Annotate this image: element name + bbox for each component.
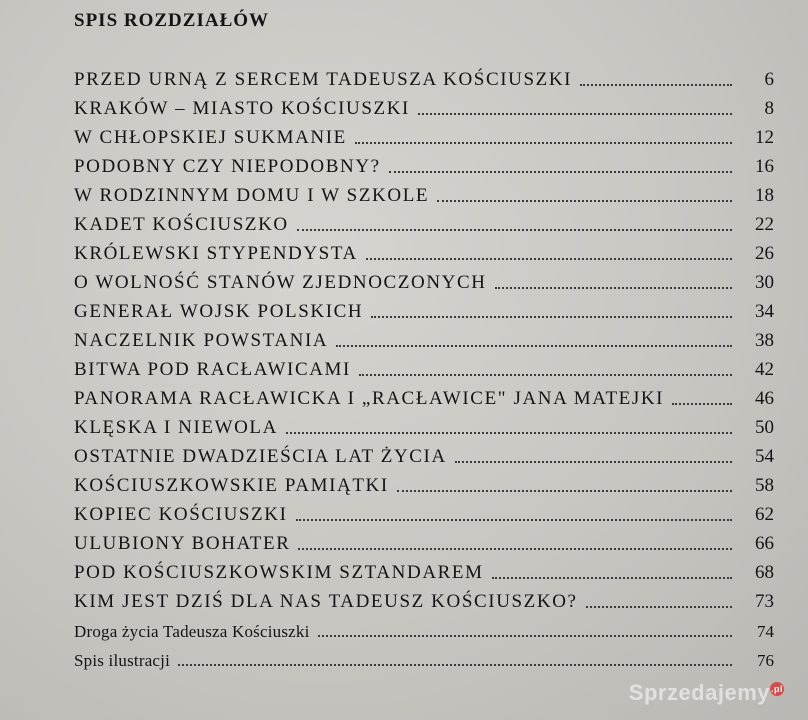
entry-title: KADET KOŚCIUSZKO [74,214,289,235]
entry-title: KIM JEST DZIŚ DLA NAS TADEUSZ KOŚCIUSZKO? [74,591,578,612]
toc-entry [74,468,774,497]
toc-entry [74,236,774,265]
appendix-entry [74,642,774,671]
dot-leader [336,344,732,347]
watermark-text: Sprzedajemy [628,680,770,705]
toc-entry [74,294,774,323]
dot-leader [296,518,732,521]
entry-title: KOŚCIUSZKOWSKIE PAMIĄTKI [74,475,389,496]
dot-leader [495,286,732,289]
entry-page-number: 68 [755,562,774,583]
entry-title: KRÓLEWSKI STYPENDYSTA [74,243,358,264]
toc-list [74,62,774,671]
toc-entry [74,584,774,613]
dot-leader [672,402,732,405]
entry-title: O WOLNOŚĆ STANÓW ZJEDNOCZONYCH [74,272,487,293]
entry-page-number: 74 [757,622,774,641]
watermark-logo [629,680,784,706]
toc-entry [74,120,774,149]
toc-entry [74,352,774,381]
toc-entry [74,410,774,439]
entry-page-number: 62 [755,504,774,525]
entry-title: W CHŁOPSKIEJ SUKMANIE [74,127,347,148]
toc-entry [74,323,774,352]
toc-entry [74,91,774,120]
dot-leader [418,112,732,115]
entry-page-number: 34 [755,301,774,322]
dot-leader [298,547,732,550]
page-title: SPIS ROZDZIAŁÓW [74,10,270,31]
dot-leader [580,83,732,86]
entry-title: NACZELNIK POWSTANIA [74,330,329,351]
toc-entry [74,178,774,207]
entry-page-number: 12 [755,127,774,148]
dot-leader [437,199,732,202]
dot-leader [355,141,732,144]
entry-title: Droga życia Tadeusza Kościuszki [74,622,310,641]
entry-page-number: 76 [757,651,774,670]
toc-entry [74,439,774,468]
entry-page-number: 42 [755,359,774,380]
dot-leader [297,228,732,231]
entry-title: PANORAMA RACŁAWICKA I „RACŁAWICE" JANA MATEJKI [74,388,665,409]
entry-page-number: 58 [755,475,774,496]
entry-page-number: 8 [764,98,774,119]
entry-title: POD KOŚCIUSZKOWSKIM SZTANDAREM [74,562,484,583]
entry-title: KLĘSKA I NIEWOLA [74,417,278,438]
entry-title: BITWA POD RACŁAWICAMI [74,359,351,380]
appendix-entry [74,613,774,642]
toc-entry [74,149,774,178]
toc-entry [74,526,774,555]
toc-entry [74,497,774,526]
dot-leader [366,257,732,260]
entry-page-number: 54 [755,446,774,467]
entry-page-number: 16 [755,156,774,177]
entry-title: Spis ilustracji [74,651,171,670]
dot-leader [178,663,732,666]
toc-entry [74,555,774,584]
watermark-suffix: .pl [771,683,783,694]
entry-page-number: 26 [755,243,774,264]
entry-title: GENERAŁ WOJSK POLSKICH [74,301,364,322]
dot-leader [397,489,732,492]
entry-title: KRAKÓW – MIASTO KOŚCIUSZKI [74,98,410,119]
dot-leader [371,315,732,318]
entry-page-number: 66 [755,533,774,554]
toc-entry [74,381,774,410]
toc-entry [74,207,774,236]
table-of-contents [74,62,774,671]
entry-title: PRZED URNĄ Z SERCEM TADEUSZA KOŚCIUSZKI [74,69,573,90]
dot-leader [359,373,732,376]
entry-page-number: 38 [755,330,774,351]
dot-leader [492,576,732,579]
entry-page-number: 50 [755,417,774,438]
dot-leader [586,605,732,608]
toc-entry [74,62,774,91]
entry-page-number: 18 [755,185,774,206]
entry-title: W RODZINNYM DOMU I W SZKOLE [74,185,430,206]
entry-title: KOPIEC KOŚCIUSZKI [74,504,288,525]
dot-leader [455,460,732,463]
dot-leader [286,431,732,434]
entry-page-number: 46 [755,388,774,409]
dot-leader [318,634,732,637]
entry-page-number: 30 [755,272,774,293]
entry-page-number: 22 [755,214,774,235]
entry-page-number: 6 [764,69,774,90]
dot-leader [389,170,732,173]
toc-entry [74,265,774,294]
entry-page-number: 73 [755,591,774,612]
entry-title: OSTATNIE DWADZIEŚCIA LAT ŻYCIA [74,446,447,467]
entry-title: ULUBIONY BOHATER [74,533,291,554]
entry-title: PODOBNY CZY NIEPODOBNY? [74,156,381,177]
